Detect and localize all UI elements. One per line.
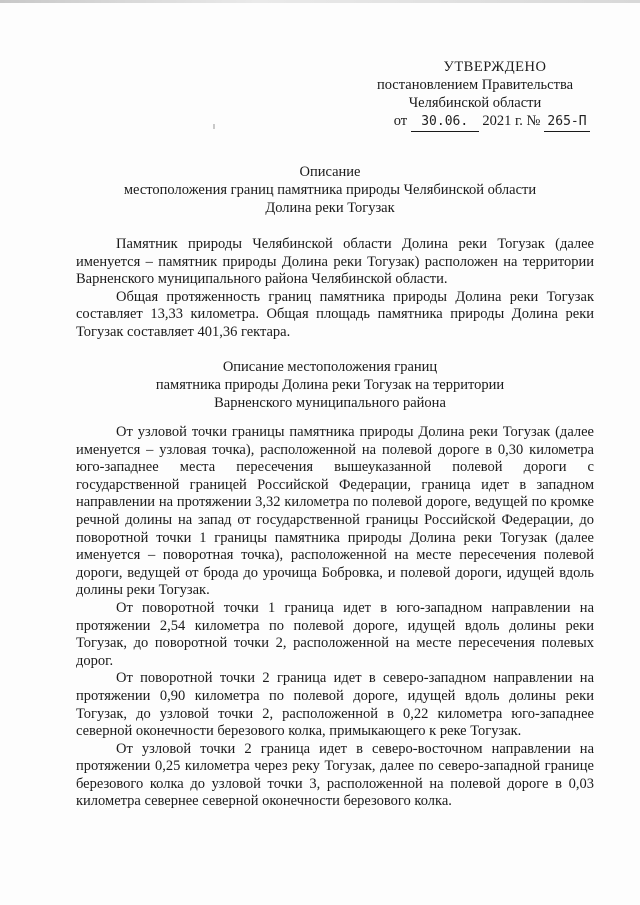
approval-line-1: постановлением Правительства: [376, 77, 574, 93]
boundary-description: [76, 424, 594, 811]
heading-line-2: местоположения границ памятника природы Челябинской области: [123, 182, 537, 198]
approval-order-line: [360, 112, 590, 132]
intro-paragraph-1: Памятник природы Челябинской области Долина реки Тогузак (далее именуется – памятник природы Долина реки Тогузак) расположен на территории Варненского муниципального района Челябинской области.: [76, 236, 594, 288]
approval-line-2: Челябинской области: [408, 95, 542, 111]
scan-speck: [213, 124, 215, 129]
document-heading: [60, 163, 600, 217]
body-paragraph-1: От узловой точки границы памятника природы Долина реки Тогузак (далее именуется – узловая точка), расположенной на полевой дороге в 0,30 километра юго-западнее места пересечения вышеуказанной полевой дороги с государственной границей Российской Федерации, граница идет в западном направлении на протяжении 3,32 километра по полевой дороге, ведущей по кромке речной долины на запад от государственной границы Российской Федерации, до поворотной точки 1 границы памятника природы Долина реки Тогузак (далее именуется – поворотная точка), расположенной на месте пересечения полевой дороги, ведущей от брода до урочища Бобровка, и полевой дороги, идущей вдоль долины реки Тогузак.: [76, 424, 594, 599]
section-heading-line-3: Варненского муниципального района: [214, 395, 446, 411]
approval-year-label: 2021 г. №: [482, 113, 541, 129]
body-paragraph-2: От поворотной точки 1 граница идет в юго-западном направлении на протяжении 2,54 километра по полевой дороге, идущей вдоль долины реки Тогузак, до поворотной точки 2, расположенной на месте пересечения полевых дорог.: [76, 599, 594, 669]
scan-edge: [0, 0, 640, 3]
section-heading-line-1: Описание местоположения границ: [222, 359, 438, 375]
approval-title: УТВЕРЖДЕНО: [443, 59, 547, 75]
intro-paragraph-2: Общая протяженность границ памятника природы Долина реки Тогузак составляет 13,33 километра. Общая площадь памятника природы Долина реки Тогузак составляет 401,36 гектара.: [76, 288, 594, 340]
body-paragraph-4: От узловой точки 2 граница идет в северо-восточном направлении на протяжении 0,25 километра через реку Тогузак, далее по северо-западной границе березового колка до узловой точки 3, расположенной на полевой дороге в 0,03 километра севернее северной оконечности березового колка.: [76, 740, 594, 810]
section-heading-line-2: памятника природы Долина реки Тогузак на территории: [155, 377, 505, 393]
approval-number: 265-П: [544, 113, 590, 132]
approval-date: 30.06.: [411, 113, 479, 132]
section-heading: [60, 358, 600, 412]
approval-from-label: от: [393, 113, 408, 129]
body-paragraph-3: От поворотной точки 2 граница идет в северо-западном направлении на протяжении 0,90 километра по полевой дороге, идущей вдоль долины реки Тогузак, до узловой точки 2, расположенной в 0,22 километра юго-западнее северной оконечности березового колка, примыкающего к реке Тогузак.: [76, 670, 594, 740]
heading-line-3: Долина реки Тогузак: [265, 200, 395, 216]
approval-stamp: [360, 58, 590, 132]
heading-line-1: Описание: [299, 164, 361, 180]
intro-section: [76, 236, 594, 342]
